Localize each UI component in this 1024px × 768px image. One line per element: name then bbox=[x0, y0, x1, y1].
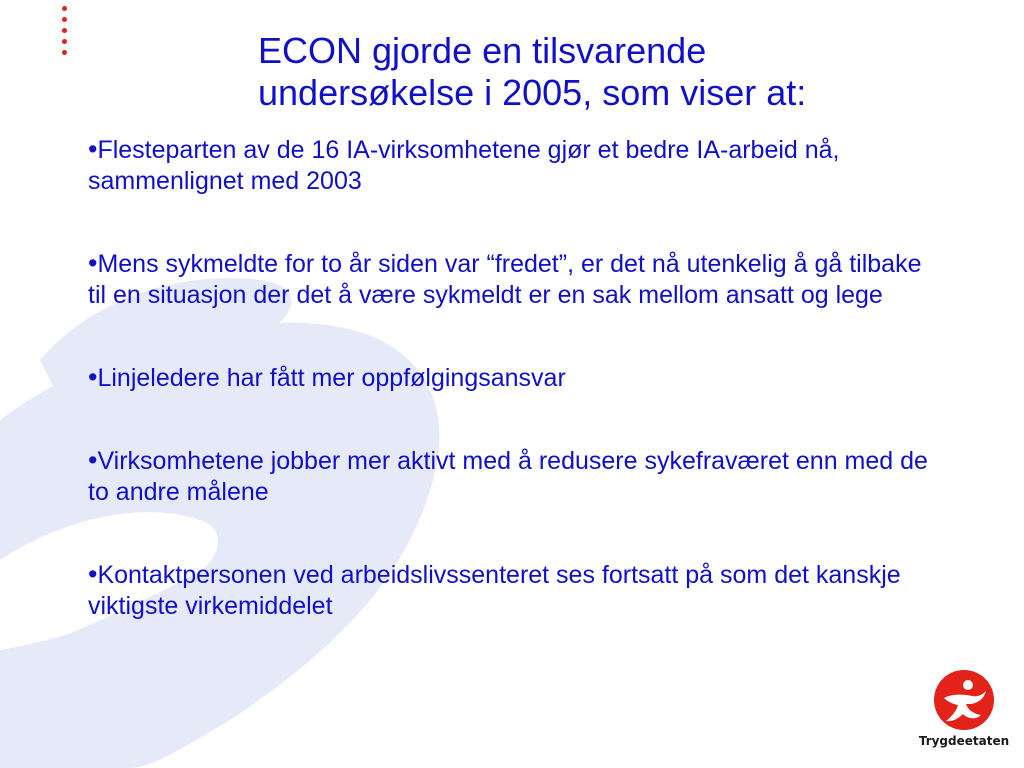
dot bbox=[62, 50, 67, 55]
bullet-item bbox=[88, 559, 928, 622]
bullet-list bbox=[88, 134, 928, 622]
trygdeetaten-figure-icon bbox=[932, 668, 996, 732]
bullet-text: Virksomhetene jobber mer aktivt med å redusere sykefraværet enn med de to andre målene bbox=[88, 447, 928, 506]
bullet-icon: • bbox=[88, 445, 98, 475]
decorative-dots bbox=[62, 6, 72, 61]
title-line-2: undersøkelse i 2005, som viser at: bbox=[258, 72, 807, 113]
bullet-icon: • bbox=[88, 248, 98, 278]
dot bbox=[62, 17, 67, 22]
trygdeetaten-logo bbox=[914, 668, 1014, 764]
logo-text: Trygdeetaten bbox=[918, 734, 1010, 748]
bullet-item bbox=[88, 445, 928, 508]
dot bbox=[62, 39, 67, 44]
bullet-item bbox=[88, 134, 928, 197]
bullet-text: Flesteparten av de 16 IA-virksomhetene gjør et bedre IA-arbeid nå, sammenlignet med 2003 bbox=[88, 136, 840, 195]
dot bbox=[62, 28, 67, 33]
bullet-item bbox=[88, 248, 928, 311]
dot bbox=[62, 6, 67, 11]
slide-title bbox=[258, 30, 958, 114]
bullet-text: Kontaktpersonen ved arbeidslivssenteret ses fortsatt på som det kanskje viktigste virkemiddelet bbox=[88, 561, 901, 620]
bullet-icon: • bbox=[88, 362, 98, 392]
bullet-item bbox=[88, 362, 928, 394]
title-line-1: ECON gjorde en tilsvarende bbox=[258, 30, 707, 71]
bullet-icon: • bbox=[88, 559, 98, 589]
bullet-text: Mens sykmeldte for to år siden var “fredet”, er det nå utenkelig å gå tilbake til en situasjon der det å være sykmeldt er en sak mellom ansatt og lege bbox=[88, 250, 922, 309]
bullet-icon: • bbox=[88, 134, 98, 164]
bullet-text: Linjeledere har fått mer oppfølgingsansvar bbox=[97, 364, 566, 392]
